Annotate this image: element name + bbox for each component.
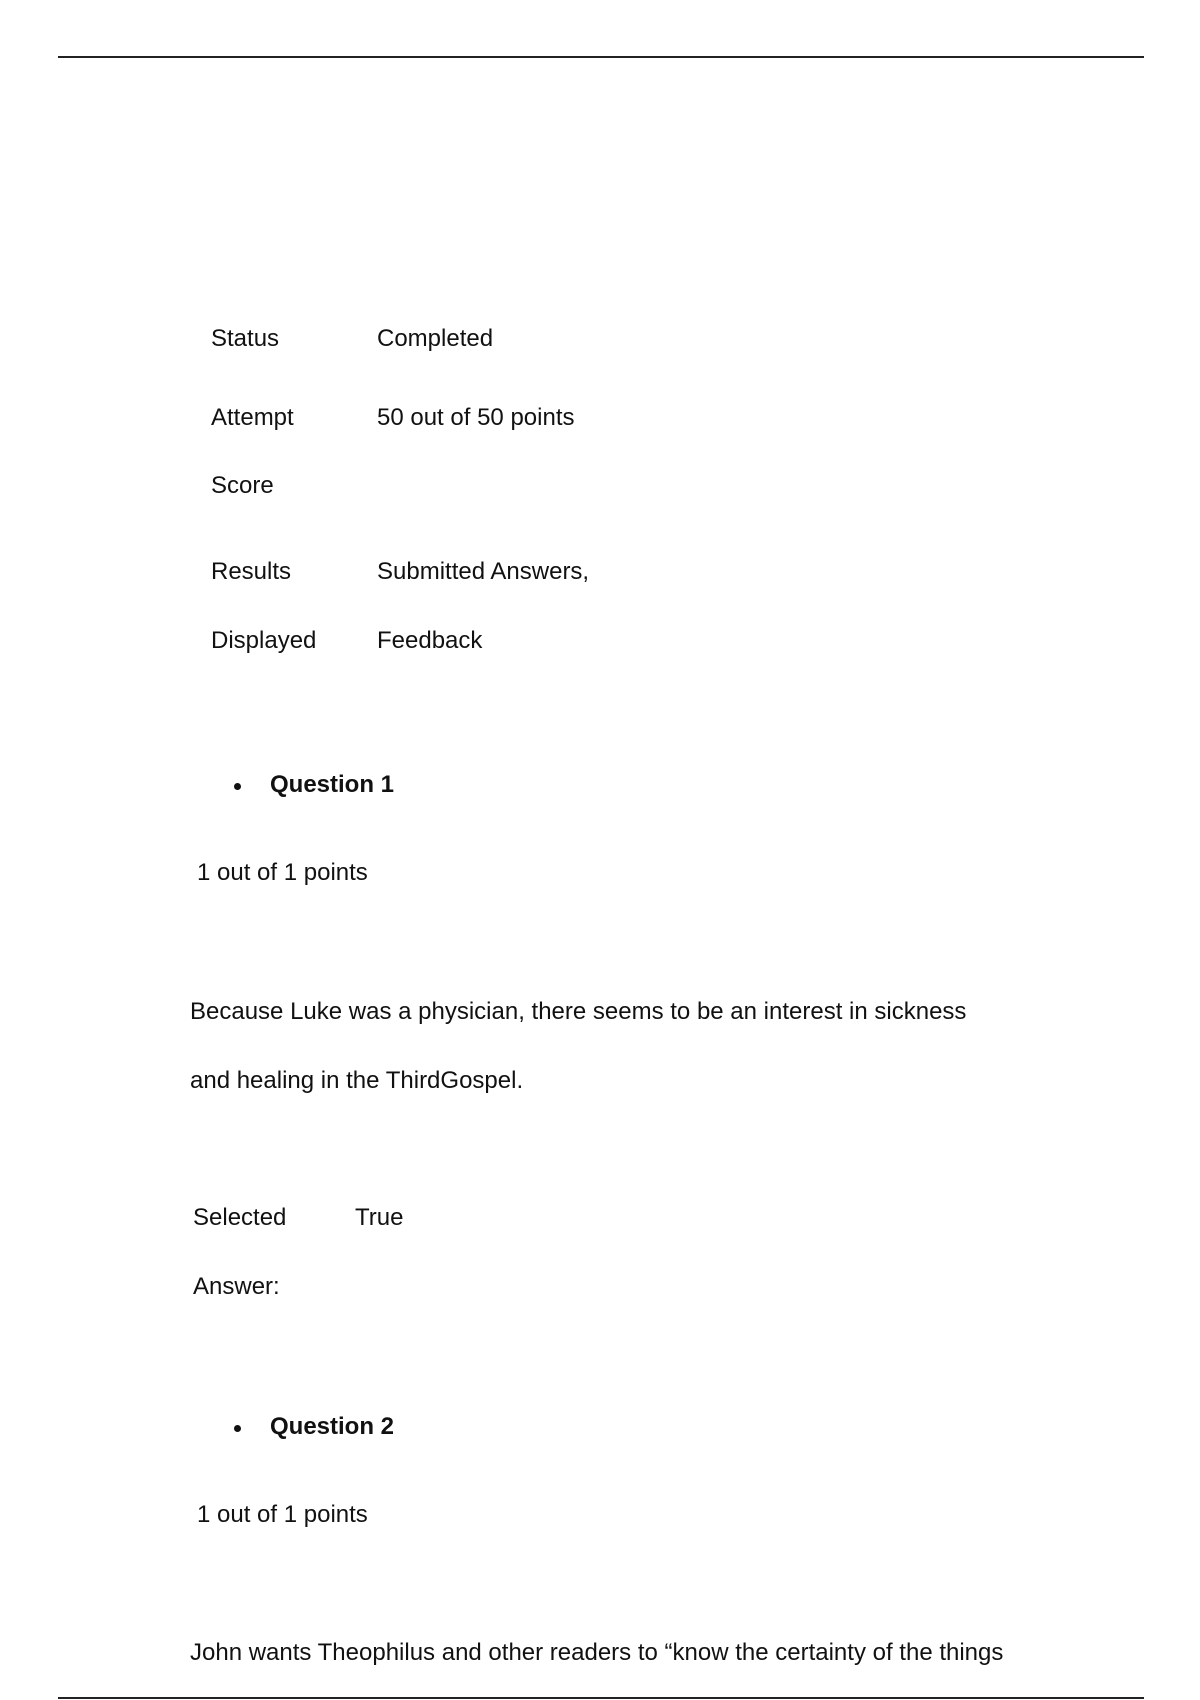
selected-answer-label-line1: Selected bbox=[193, 1204, 287, 1231]
status-value: Completed bbox=[377, 325, 494, 352]
question-1-points: 1 out of 1 points bbox=[197, 859, 368, 886]
attempt-score-label-line2: Score bbox=[211, 472, 274, 499]
top-rule bbox=[58, 56, 1144, 58]
attempt-score-value: 50 out of 50 points bbox=[377, 404, 575, 431]
bottom-rule bbox=[58, 1697, 1144, 1699]
status-label: Status bbox=[211, 325, 280, 352]
selected-answer-label-line2: Answer: bbox=[193, 1273, 280, 1300]
question-1-text-line1: Because Luke was a physician, there seems to be an interest in sickness bbox=[190, 998, 967, 1025]
selected-answer-value: True bbox=[355, 1204, 404, 1231]
bullet-icon bbox=[234, 783, 241, 790]
question-2-title: Question 2 bbox=[270, 1413, 395, 1440]
question-2-points: 1 out of 1 points bbox=[197, 1501, 368, 1528]
results-displayed-label-line2: Displayed bbox=[211, 627, 317, 654]
question-1-title: Question 1 bbox=[270, 771, 395, 798]
attempt-score-label-line1: Attempt bbox=[211, 404, 294, 431]
bullet-icon bbox=[234, 1425, 241, 1432]
results-displayed-label-line1: Results bbox=[211, 558, 292, 585]
results-displayed-value-line2: Feedback bbox=[377, 627, 483, 654]
question-1-text-line2: and healing in the ThirdGospel. bbox=[190, 1067, 524, 1094]
results-displayed-value-line1: Submitted Answers, bbox=[377, 558, 590, 585]
question-2-text-line1: John wants Theophilus and other readers to “know the certainty of the things bbox=[190, 1639, 1004, 1666]
